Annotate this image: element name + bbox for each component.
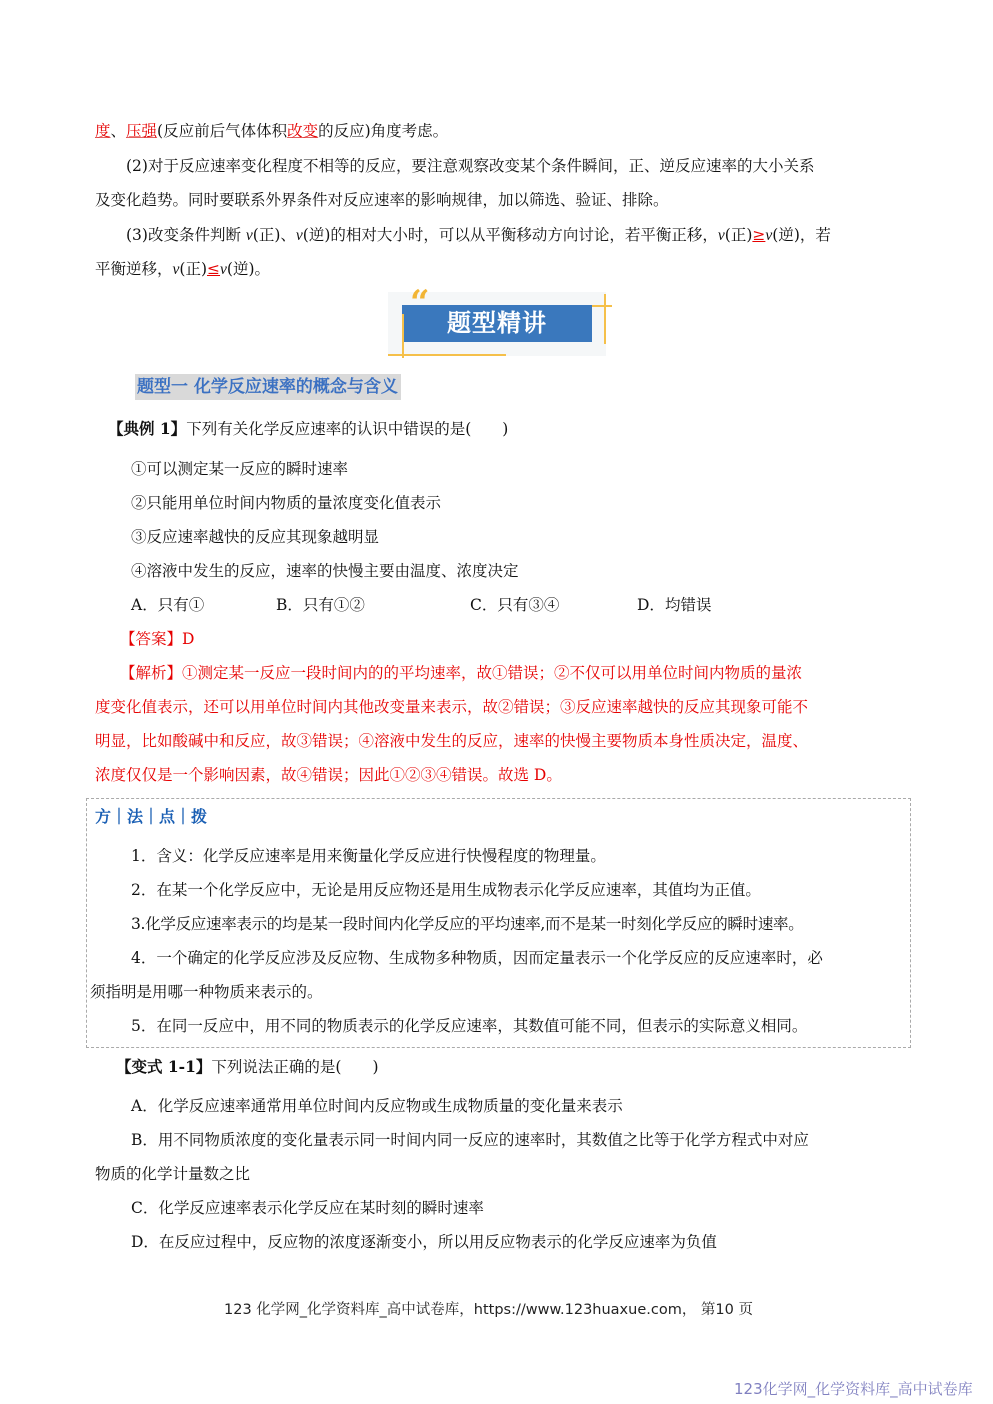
statement-2: ②只能用单位时间内物质的量浓度变化值表示 [131,494,442,512]
answer-line [120,628,194,650]
method-tips-title: 方｜法｜点｜拨 [95,807,208,826]
analysis-line-1 [120,662,802,684]
decorative-line [604,294,606,344]
text-segment: 的反应)角度考虑。 [318,122,449,140]
answer-value: D [182,630,195,648]
tip-item-2: 2．在某一个化学反应中，无论是用反应物还是用生成物表示化学反应速率，其值均为正值。 [131,881,761,899]
decorative-line [402,314,404,358]
variant-question [116,1056,379,1078]
variant-option-b-line-2: 物质的化学计量数之比 [95,1165,251,1183]
option-b [276,594,365,616]
keyword-change: 改变 [287,122,319,140]
option-letter: B． [276,596,303,614]
option-text: 均错误 [664,596,712,614]
example-question-text: 下列有关化学反应速率的认识中错误的是( ) [186,420,509,438]
velocity-symbol: v [765,227,773,244]
analysis-line-2: 度变化值表示，还可以用单位时间内其他改变量来表示，故②错误；③反应速率越快的反应其现象可能不 [95,698,809,716]
variant-tag: 【变式 1-1】 [116,1057,212,1076]
velocity-symbol: v [245,227,253,244]
intro-para-2-line-1: (2)对于反应速率变化程度不相等的反应，要注意观察改变某个条件瞬间，正、逆反应速率的大小关系 [126,157,815,175]
statement-1: ①可以测定某一反应的瞬时速率 [131,460,349,478]
intro-line-1 [95,120,448,142]
text-segment: 平衡逆移， [95,260,173,278]
velocity-symbol: v [172,261,180,278]
le-symbol: ≤ [207,260,221,278]
intro-para-3-line-2 [95,258,270,281]
variant-question-text: 下列说法正确的是( ) [211,1058,379,1076]
variant-option-a: A．化学反应速率通常用单位时间内反应物或生成物质量的变化量来表示 [131,1097,623,1115]
velocity-symbol: v [295,227,303,244]
variant-option-b-line-1: B．用不同物质浓度的变化量表示同一时间内同一反应的速率时，其数值之比等于化学方程式中对应 [131,1131,809,1149]
statement-4: ④溶液中发生的反应，速率的快慢主要由温度、浓度决定 [131,562,519,580]
tip-item-5: 5．在同一反应中，用不同的物质表示的化学反应速率，其数值可能不同，但表示的实际意义相同。 [131,1017,808,1035]
text-segment: (逆)的相对大小时，可以从平衡移动方向讨论，若平衡正移， [302,226,718,244]
option-text: 只有③④ [497,596,560,614]
option-text: 只有① [157,596,205,614]
option-letter: C． [470,596,498,614]
ge-symbol: ≥ [752,226,766,244]
text-segment: (反应前后气体体积 [157,122,288,140]
variant-option-c: C．化学反应速率表示化学反应在某时刻的瞬时速率 [131,1199,484,1217]
tip-item-4-line-1: 4．一个确定的化学反应涉及反应物、生成物多种物质，因而定量表示一个化学反应的反应速率时，必 [131,949,823,967]
page-footer: 123 化学网_化学资料库_高中试卷库，https://www.123huaxue.com， 第10 页 [224,1302,753,1318]
analysis-line-3: 明显，比如酸碱中和反应，故③错误；④溶液中发生的反应，速率的快慢主要物质本身性质决定，温度、 [95,732,809,750]
text-segment: (逆)，若 [772,226,831,244]
banner-title: 题型精讲 [402,305,592,342]
example-tag: 【典例 1】 [108,419,187,438]
intro-para-3-line-1 [126,224,831,247]
text-segment: (逆)。 [226,260,271,278]
velocity-symbol: v [220,261,227,278]
variant-option-d: D．在反应过程中，反应物的浓度逐渐变小，所以用反应物表示的化学反应速率为负值 [131,1233,717,1251]
text-segment: (正) [724,226,753,244]
text-segment: 、 [110,122,127,140]
option-d [637,594,711,616]
option-c [470,594,559,616]
analysis-label: 【解析】 [120,664,183,682]
example-question [108,418,508,440]
option-a [131,594,204,616]
section-title: 题型一 化学反应速率的概念与含义 [135,374,401,400]
option-letter: A． [131,596,158,614]
tip-item-4-line-2: 须指明是用哪一种物质来表示的。 [90,983,323,1001]
text-segment: (正)、 [252,226,296,244]
statement-3: ③反应速率越快的反应其现象越明显 [131,528,380,546]
option-text: 只有①② [302,596,365,614]
keyword-pressure: 压强 [126,122,158,140]
decorative-line [388,354,506,356]
answer-label: 【答案】 [120,630,183,648]
tip-item-1: 1．含义：化学反应速率是用来衡量化学反应进行快慢程度的物理量。 [131,847,606,865]
analysis-line-4: 浓度仅仅是一个影响因素，故④错误；因此①②③④错误。故选 D。 [95,766,562,784]
intro-para-2-line-2: 及变化趋势。同时要联系外界条件对反应速率的影响规律，加以筛选、验证、排除。 [95,191,669,209]
analysis-text: ①测定某一反应一段时间内的的平均速率，故①错误；②不仅可以用单位时间内物质的量浓 [182,664,803,682]
watermark: 123化学网_化学资料库_高中试卷库 [734,1380,973,1398]
option-letter: D． [637,596,665,614]
text-segment: (3)改变条件判断 [126,226,246,244]
quote-mark-icon: “ [410,283,430,323]
velocity-symbol: v [717,227,725,244]
tip-item-3: 3.化学反应速率表示的均是某一段时间内化学反应的平均速率,而不是某一时刻化学反应的瞬时速率。 [131,915,804,933]
section-banner [388,283,606,356]
text-segment: (正) [179,260,208,278]
keyword-temperature-tail: 度 [95,122,111,140]
